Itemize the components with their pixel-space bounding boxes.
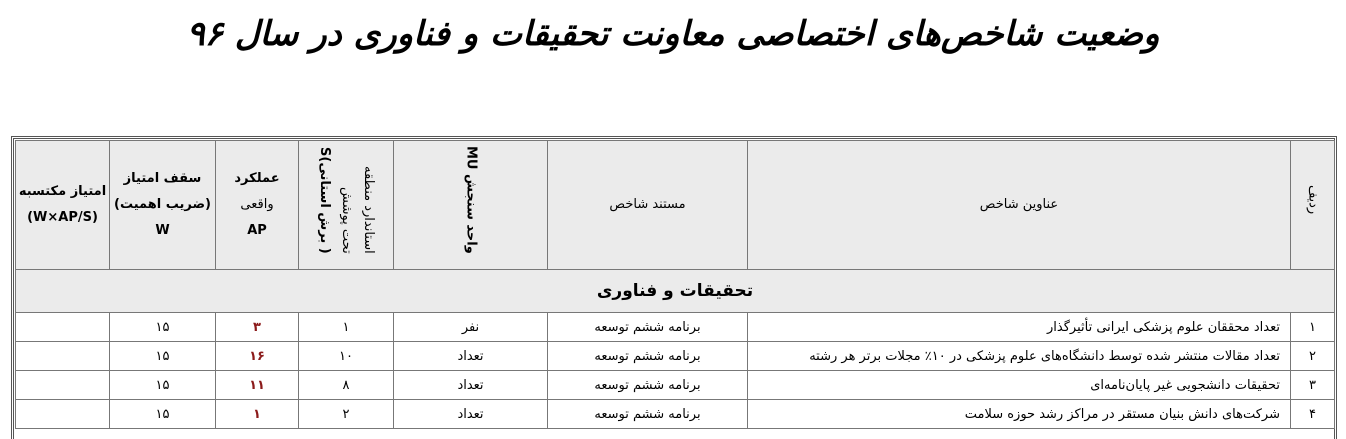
section-title: تحقیقات و فناوری [16, 270, 1335, 313]
page-title: وضعیت شاخص‌های اختصاصی معاونت تحقیقات و فناوری در سال ۹۶ [186, 14, 1160, 54]
indicator-standard: ۸ [299, 371, 394, 400]
indicator-unit: تعداد [394, 400, 548, 429]
table-row [16, 342, 1335, 371]
header-row-no: ردیف [1291, 141, 1335, 270]
indicator-actual: ۱۱ [216, 371, 299, 400]
header-standard: استاندارد منطقهتحت پوشش( برش استانی)S [299, 141, 394, 270]
indicator-name: تعداد مقالات منتشر شده توسط دانشگاه‌های علوم پزشکی در ۱۰٪ مجلات برتر هر رشته [748, 342, 1291, 371]
row-number: ۳ [1291, 371, 1335, 400]
row-number: ۱ [1291, 313, 1335, 342]
indicator-unit: نفر [394, 313, 548, 342]
indicator-unit: تعداد [394, 371, 548, 400]
indicator-name: شرکت‌های دانش بنیان مستقر در مراکز رشد حوزه سلامت [748, 400, 1291, 429]
row-number: ۴ [1291, 400, 1335, 429]
indicator-standard: ۱ [299, 313, 394, 342]
header-ceiling: سقف امتیاز (ضریب اهمیت) W [110, 141, 216, 270]
header-unit: واحد سنجش MU [394, 141, 548, 270]
indicator-actual: ۱ [216, 400, 299, 429]
header-titles: عناوین شاخص [748, 141, 1291, 270]
section-row [16, 270, 1335, 313]
indicator-source: برنامه ششم توسعه [548, 342, 748, 371]
indicator-ceiling: ۱۵ [110, 371, 216, 400]
indicator-earned [16, 342, 110, 371]
indicator-earned [16, 400, 110, 429]
indicator-actual: ۳ [216, 313, 299, 342]
indicators-table [15, 140, 1335, 429]
header-row [16, 141, 1335, 270]
indicator-source: برنامه ششم توسعه [548, 313, 748, 342]
table-row [16, 400, 1335, 429]
indicator-actual: ۱۶ [216, 342, 299, 371]
indicator-earned [16, 313, 110, 342]
indicator-standard: ۱۰ [299, 342, 394, 371]
indicator-ceiling: ۱۵ [110, 400, 216, 429]
indicator-unit: تعداد [394, 342, 548, 371]
indicator-source: برنامه ششم توسعه [548, 400, 748, 429]
indicator-ceiling: ۱۵ [110, 313, 216, 342]
header-source: مستند شاخص [548, 141, 748, 270]
indicator-source: برنامه ششم توسعه [548, 371, 748, 400]
header-actual: عملکرد واقعی AP [216, 141, 299, 270]
header-earned: امتیاز مکتسبه (W×AP/S) [16, 141, 110, 270]
table-row [16, 313, 1335, 342]
table-row [16, 371, 1335, 400]
indicator-earned [16, 371, 110, 400]
indicator-standard: ۲ [299, 400, 394, 429]
indicator-name: تعداد محققان علوم پزشکی ایرانی تأثیرگذار [748, 313, 1291, 342]
indicator-ceiling: ۱۵ [110, 342, 216, 371]
indicator-name: تحقیقات دانشجویی غیر پایان‌نامه‌ای [748, 371, 1291, 400]
row-number: ۲ [1291, 342, 1335, 371]
